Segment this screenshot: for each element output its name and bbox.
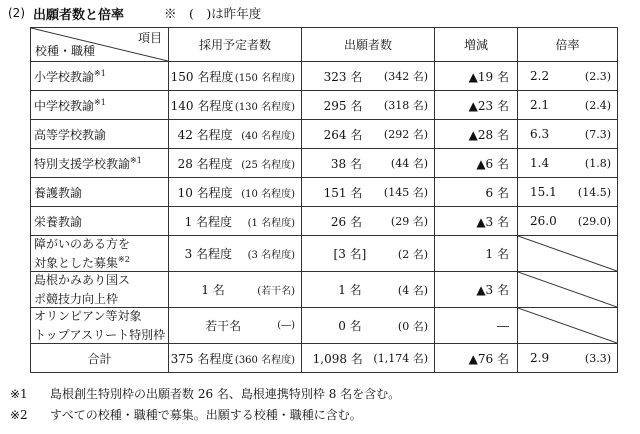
planned-prev-value: (10 名程度)	[241, 188, 295, 200]
change-value: ▲3 名	[476, 283, 509, 297]
applicants-prev-value: (342 名)	[383, 70, 428, 83]
applicants-prev-value: (4 名)	[397, 283, 428, 297]
applicants-cell	[302, 236, 435, 272]
rate-cell-na	[518, 272, 618, 308]
applicants-prev-value: (2 名)	[397, 247, 428, 261]
col-header-rate: 倍率	[518, 28, 618, 62]
change-cell	[435, 308, 518, 344]
planned-cell	[169, 120, 302, 149]
applicants-cell	[302, 149, 435, 178]
rate-prev-value: (7.3)	[584, 127, 611, 141]
applicants-cell	[302, 62, 435, 91]
category-cell	[31, 91, 169, 120]
section-title: 出願者数と倍率	[33, 7, 125, 23]
change-cell	[435, 272, 518, 308]
total-planned-cell	[169, 344, 302, 373]
table-row	[31, 178, 618, 207]
section-number: (2)	[8, 6, 25, 20]
planned-value: 10 名程度	[177, 185, 233, 200]
rate-value: 2.2	[530, 69, 550, 83]
footnote-1	[10, 385, 400, 402]
total-rate-cell	[518, 344, 618, 373]
planned-prev-value: (若干名)	[257, 286, 295, 297]
planned-value: 3 名程度	[184, 247, 233, 261]
rate-value: 6.3	[530, 127, 550, 141]
applicants-cell	[302, 178, 435, 207]
change-value: ▲28 名	[468, 127, 509, 142]
category-cell	[31, 149, 169, 178]
planned-prev-value: (40 名程度)	[241, 130, 295, 142]
total-applicants-value: 1,098 名	[312, 351, 363, 366]
rate-cell-na	[518, 308, 618, 344]
change-value: 6 名	[485, 185, 509, 200]
table-row	[31, 207, 618, 236]
rate-prev-value: (14.5)	[577, 185, 611, 199]
table-row	[31, 272, 618, 308]
category-cell	[31, 120, 169, 149]
planned-prev-value: (1 名程度)	[247, 217, 295, 229]
category-label: オリンピアン等対象 トップアスリート特別枠	[34, 309, 166, 342]
change-value: ▲3 名	[476, 214, 509, 229]
na-diagonal-line	[518, 272, 617, 307]
table-row	[31, 149, 618, 178]
applicants-prev-value: (0 名)	[397, 319, 428, 333]
total-label: 合計	[87, 351, 112, 366]
category-label: 高等学校教諭	[34, 127, 107, 142]
applicants-value: 151 名	[323, 185, 363, 200]
applicants-value: 264 名	[323, 127, 363, 142]
applicants-prev-value: (29 名)	[390, 215, 428, 228]
applicants-prev-value: (318 名)	[383, 99, 428, 112]
applicants-value: 1 名	[338, 283, 362, 297]
rate-cell	[518, 91, 618, 120]
category-label: 島根かみあり国ス ポ競技力向上枠	[34, 273, 131, 306]
total-rate-prev-value: (3.3)	[584, 351, 611, 365]
footnote-2	[10, 406, 362, 423]
planned-value: 若干名	[205, 319, 242, 333]
category-cell	[31, 236, 169, 272]
change-value: ▲19 名	[468, 69, 509, 84]
table-row	[31, 120, 618, 149]
change-value: ▲6 名	[476, 156, 509, 171]
rate-value: 1.4	[530, 156, 550, 170]
applicants-table	[30, 27, 618, 373]
category-footnote-mark: ※1	[130, 155, 142, 165]
table-row	[31, 308, 618, 344]
change-value: ▲23 名	[468, 98, 509, 113]
planned-prev-value: (25 名程度)	[241, 159, 295, 171]
planned-value: 1 名程度	[184, 214, 233, 229]
category-cell	[31, 308, 169, 344]
applicants-cell	[302, 120, 435, 149]
table-row	[31, 62, 618, 91]
change-cell	[435, 207, 518, 236]
total-row	[31, 344, 618, 373]
applicants-cell	[302, 272, 435, 308]
col-header-applicants: 出願者数	[302, 28, 435, 62]
table-row	[31, 236, 618, 272]
total-change-value: ▲76 名	[468, 351, 509, 366]
section-heading	[8, 4, 261, 22]
planned-cell	[169, 272, 302, 308]
applicants-prev-value: (145 名)	[383, 186, 428, 199]
planned-value: 42 名程度	[177, 127, 233, 142]
footnote-2-mark: ※2	[10, 408, 28, 422]
applicants-prev-value: (292 名)	[383, 128, 428, 141]
rate-cell	[518, 120, 618, 149]
applicants-prev-value: (44 名)	[390, 157, 428, 170]
applicants-value: 0 名	[338, 319, 362, 333]
total-rate-value: 2.9	[530, 351, 550, 365]
footnote-1-mark: ※1	[10, 387, 28, 401]
applicants-value: 295 名	[323, 98, 363, 113]
planned-value: 140 名程度	[170, 98, 234, 113]
total-change-cell	[435, 344, 518, 373]
planned-cell	[169, 207, 302, 236]
planned-cell	[169, 308, 302, 344]
change-cell	[435, 236, 518, 272]
category-label: 小学校教諭	[34, 69, 95, 84]
applicants-cell	[302, 91, 435, 120]
planned-value: 1 名	[201, 283, 225, 297]
rate-cell-na	[518, 236, 618, 272]
header-row	[31, 28, 618, 62]
change-cell	[435, 62, 518, 91]
change-cell	[435, 91, 518, 120]
category-label: 特別支援学校教諭	[34, 156, 131, 171]
applicants-cell	[302, 207, 435, 236]
rate-cell	[518, 62, 618, 91]
rate-cell	[518, 207, 618, 236]
heading-note: ※ ( )は昨年度	[164, 6, 262, 21]
category-cell	[31, 62, 169, 91]
footnote-2-text: すべての校種・職種で募集。出願する校種・職種に含む。	[50, 408, 362, 422]
category-label: 障がいのある方を 対象とした募集	[34, 237, 131, 270]
planned-prev-value: (3 名程度)	[247, 250, 295, 261]
category-cell	[31, 207, 169, 236]
rate-prev-value: (2.4)	[584, 98, 611, 112]
change-value: 1 名	[485, 247, 509, 261]
total-applicants-cell	[302, 344, 435, 373]
change-cell	[435, 149, 518, 178]
rate-value: 15.1	[530, 185, 557, 199]
total-applicants-prev-value: (1,174 名)	[373, 352, 428, 365]
planned-prev-value: (130 名程度)	[234, 101, 295, 113]
header-item-label: 項目	[137, 31, 162, 45]
category-label: 中学校教諭	[34, 98, 95, 113]
na-diagonal-line	[518, 308, 617, 343]
planned-cell	[169, 178, 302, 207]
applicants-value: 323 名	[323, 69, 363, 84]
change-value: ―	[497, 318, 509, 333]
applicants-value: [3 名]	[333, 247, 367, 261]
applicants-value: 26 名	[330, 214, 362, 229]
header-corner-cell	[31, 28, 169, 62]
applicants-value: 38 名	[330, 156, 362, 171]
applicants-cell	[302, 308, 435, 344]
col-header-change: 増減	[435, 28, 518, 62]
col-header-planned: 採用予定者数	[169, 28, 302, 62]
total-planned-value: 375 名程度	[170, 351, 234, 366]
total-planned-prev-value: (360 名程度)	[234, 354, 295, 366]
total-label-cell	[31, 344, 169, 373]
rate-prev-value: (1.8)	[584, 156, 611, 170]
planned-prev-value: (―)	[277, 320, 295, 331]
rate-prev-value: (2.3)	[584, 69, 611, 83]
na-diagonal-line	[518, 236, 617, 271]
table-row	[31, 91, 618, 120]
change-cell	[435, 120, 518, 149]
change-cell	[435, 178, 518, 207]
header-category-label: 校種・職種	[35, 44, 96, 58]
planned-value: 150 名程度	[170, 69, 234, 84]
category-label: 栄養教諭	[34, 214, 83, 229]
planned-cell	[169, 91, 302, 120]
category-label: 養護教諭	[34, 185, 83, 200]
category-cell	[31, 272, 169, 308]
footnote-1-text: 島根創生特別枠の出願者数 26 名、島根連携特別枠 8 名を含む。	[50, 387, 401, 401]
category-footnote-mark: ※1	[94, 97, 106, 107]
planned-cell	[169, 236, 302, 272]
planned-cell	[169, 62, 302, 91]
rate-prev-value: (29.0)	[577, 214, 611, 228]
table-body	[31, 62, 618, 373]
planned-prev-value: (150 名程度)	[234, 72, 295, 84]
planned-value: 28 名程度	[177, 156, 233, 171]
planned-cell	[169, 149, 302, 178]
rate-cell	[518, 149, 618, 178]
category-footnote-mark: ※1	[94, 68, 106, 78]
rate-cell	[518, 178, 618, 207]
rate-value: 2.1	[530, 98, 550, 112]
rate-value: 26.0	[530, 214, 557, 228]
category-footnote-mark: ※2	[118, 255, 130, 264]
category-cell	[31, 178, 169, 207]
